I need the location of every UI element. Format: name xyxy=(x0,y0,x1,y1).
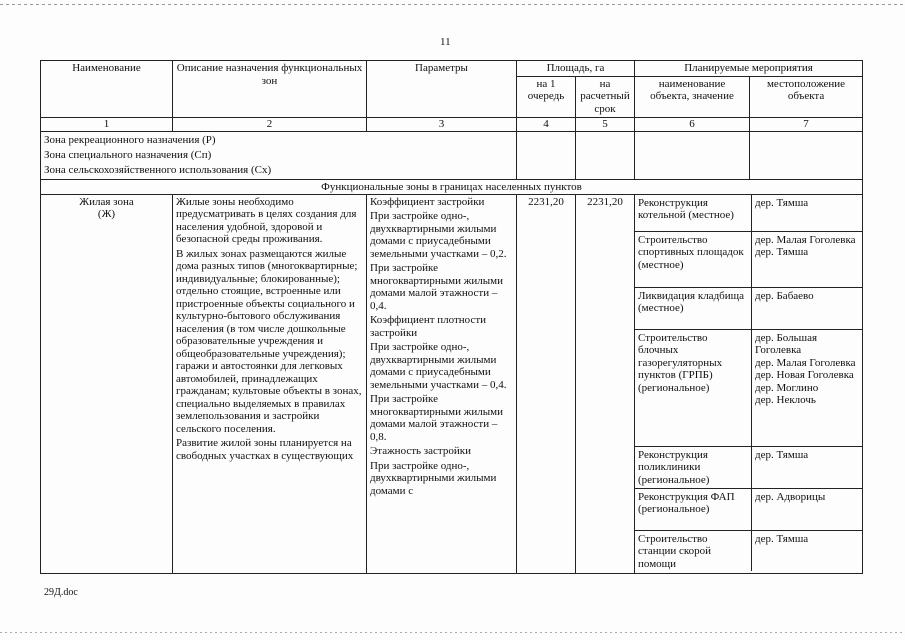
zone-code: (Ж) xyxy=(97,208,116,220)
parameter-heading: Коэффициент застройки xyxy=(370,195,485,208)
column-number: 6 xyxy=(635,117,750,131)
location-item: дер. Бабаево xyxy=(755,289,814,302)
section-row xyxy=(41,179,863,194)
area-settlement-value: 2231,20 xyxy=(576,194,635,573)
empty-cell xyxy=(635,131,750,179)
event-row xyxy=(635,489,862,531)
parameter-text: При застройке одно-, двухквартирными жилыми домами с приусадебными земельными участками – 0,4. xyxy=(370,341,507,391)
scan-edge-bottom xyxy=(0,632,905,633)
zones-row xyxy=(41,131,863,179)
location-item: дер. Тямша xyxy=(755,196,809,209)
event-name: Реконструкция поликлиники (региональное) xyxy=(635,447,752,488)
zones-table xyxy=(40,60,863,574)
event-name: Реконструкция ФАП (региональное) xyxy=(635,489,752,530)
event-location xyxy=(752,447,862,488)
table-header-row xyxy=(41,61,863,77)
column-number: 3 xyxy=(367,117,517,131)
event-name: Строительство станции скорой помощи xyxy=(635,531,752,571)
event-name: Строительство блочных газорегуляторных пунктов (ГРПБ) (региональное) xyxy=(635,330,752,446)
planned-events xyxy=(635,194,863,573)
scan-edge-top xyxy=(0,4,905,5)
header-parameters: Параметры xyxy=(367,61,517,118)
event-name: Строительство спортивных площадок (местное) xyxy=(635,232,752,287)
event-location xyxy=(752,489,862,530)
location-item: дер. Адворицы xyxy=(755,490,826,503)
header-planned: Планируемые мероприятия xyxy=(635,61,863,77)
event-name: Ликвидация кладбища (местное) xyxy=(635,288,752,329)
parameter-heading: Коэффициент плотности застройки xyxy=(370,314,487,339)
zone-parameters xyxy=(367,194,517,573)
event-row xyxy=(635,195,862,232)
location-item: дер. Тямша xyxy=(755,532,809,545)
description-paragraph: В жилых зонах размещаются жилые дома разных типов (многоквартирные; индивидуальные; блокированные); отдельно стоящие, встроенные или пристроенные объекты социального и культурно-бытового обслуживания населения (в том числе дошкольные образовательные учреждения и общеобразовательные учреждения); гаражи и автостоянки для легковых автомобилей, принадлежащих гражданам; культовые объекты в зонах, специально выделяемых в правилах землепользования и застройки сельского поселения. xyxy=(176,247,362,435)
event-row xyxy=(635,330,862,447)
parameter-text: При застройке многоквартирными жилыми домами малой этажности – 0,8. xyxy=(370,393,503,443)
header-area-settlement: на расчетный срок xyxy=(576,76,635,117)
location-item: дер. Моглино xyxy=(755,381,819,394)
location-item: дер. Тямша xyxy=(755,246,809,258)
column-number: 7 xyxy=(750,117,863,131)
parameter-text: При застройке одно-, двухквартирными жилыми домами с xyxy=(370,459,497,497)
zones-list xyxy=(41,131,517,179)
column-number: 4 xyxy=(517,117,576,131)
parameter-text: При застройке одно-, двухквартирными жилыми домами с приусадебными земельными участками – 0,2. xyxy=(370,210,507,260)
event-row xyxy=(635,288,862,330)
event-location xyxy=(752,330,862,446)
page-number: 11 xyxy=(440,36,451,48)
event-location xyxy=(752,232,862,287)
header-area: Площадь, га xyxy=(517,61,635,77)
event-location xyxy=(752,288,862,329)
location-item: дер. Малая Гоголевка xyxy=(755,233,856,246)
column-number: 1 xyxy=(41,117,173,131)
section-title: Функциональные зоны в границах населенных пунктов xyxy=(41,179,863,194)
header-planned-location: местоположение объекта xyxy=(750,76,863,117)
file-name-footer: 29Д.doc xyxy=(44,587,78,598)
header-description: Описание назначения функциональных зон xyxy=(173,61,367,118)
column-number: 2 xyxy=(173,117,367,131)
parameter-text: При застройке многоквартирными жилыми домами малой этажности – 0,4. xyxy=(370,262,503,312)
header-planned-name: наименование объекта, значение xyxy=(635,76,750,117)
header-area-first: на 1 очередь xyxy=(517,76,576,117)
description-paragraph: Развитие жилой зоны планируется на свободных участках в существующих xyxy=(176,437,354,462)
event-location xyxy=(752,195,862,231)
event-location xyxy=(752,531,862,571)
column-number: 5 xyxy=(576,117,635,131)
location-item: дер. Большая Гоголевка xyxy=(755,331,818,356)
empty-cell xyxy=(517,131,576,179)
empty-cell xyxy=(576,131,635,179)
location-item: дер. Новая Гоголевка xyxy=(755,369,854,381)
zone-item: Зона сельскохозяйственного использования (Сх) xyxy=(44,163,272,176)
event-row xyxy=(635,531,862,571)
area-first-value: 2231,20 xyxy=(517,194,576,573)
location-item: дер. Неклочь xyxy=(755,394,816,406)
header-name: Наименование xyxy=(41,61,173,118)
location-item: дер. Тямша xyxy=(755,448,809,461)
zone-name xyxy=(41,194,173,573)
residential-zone-row xyxy=(41,194,863,573)
zone-item: Зона рекреационного назначения (Р) xyxy=(44,133,216,146)
location-item: дер. Малая Гоголевка xyxy=(755,356,856,369)
column-numbers-row xyxy=(41,117,863,131)
description-paragraph: Жилые зоны необходимо предусматривать в целях создания для населения удобной, здоровой и безопасной среды проживания. xyxy=(176,195,357,245)
zone-name-line: Жилая зона xyxy=(79,195,134,208)
parameter-heading: Этажность застройки xyxy=(370,445,471,457)
zone-item: Зона специального назначения (Сп) xyxy=(44,148,212,161)
event-name: Реконструкция котельной (местное) xyxy=(635,195,752,231)
event-row xyxy=(635,232,862,288)
empty-cell xyxy=(750,131,863,179)
event-row xyxy=(635,447,862,489)
zone-description xyxy=(173,194,367,573)
